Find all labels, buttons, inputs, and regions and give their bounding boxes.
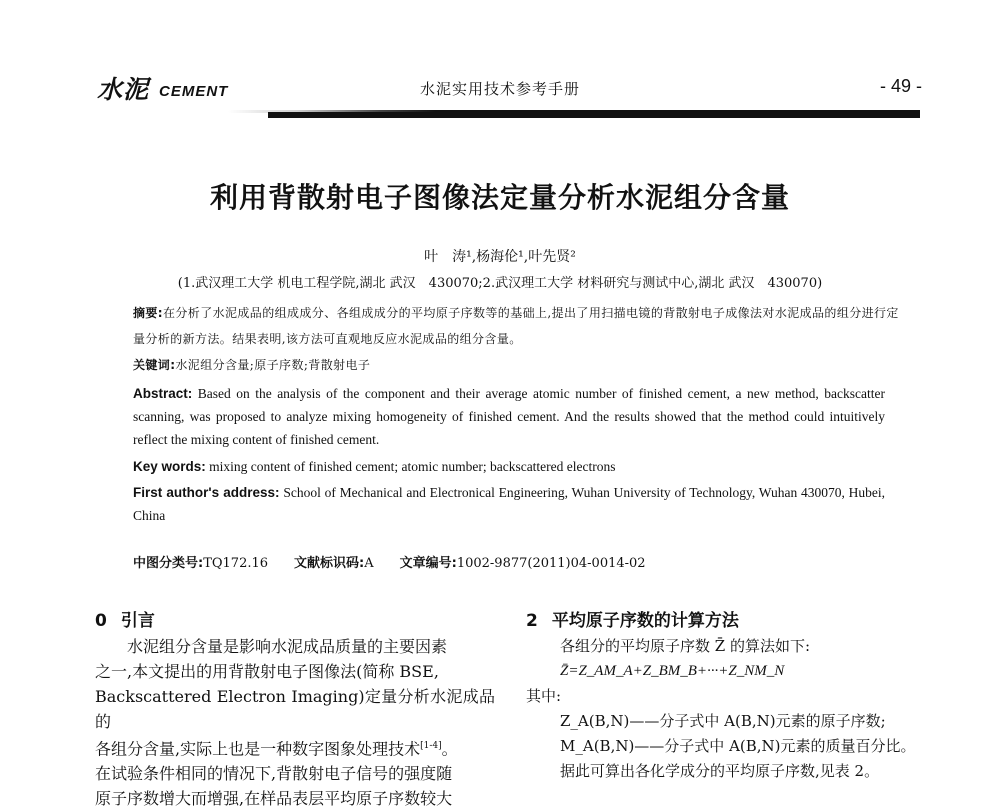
article-no-value: 1002-9877(2011)04-0014-02: [456, 556, 646, 571]
where-label: 其中:: [526, 687, 562, 705]
body-line: 之一,本文提出的用背散射电子图像法(简称 BSE,: [95, 662, 439, 681]
definition-m: M_A(B,N)——分子式中 A(B,N)元素的质量百分比。: [560, 737, 916, 755]
section-heading: [526, 606, 926, 630]
formula: Z̄=Z_AM_A+Z_BM_B+···+Z_NM_N: [560, 663, 785, 679]
section-number: 2: [526, 611, 538, 631]
definition-z: Z_A(B,N)——分子式中 A(B,N)元素的原子序数;: [560, 712, 886, 730]
keywords-en-label: Key words:: [133, 459, 206, 474]
keywords-cn: [133, 352, 903, 378]
keywords-en-text: mixing content of finished cement; atomic number; backscattered electrons: [209, 459, 616, 474]
logo-en: CEMENT: [159, 83, 229, 100]
running-head: 水泥实用技术参考手册: [419, 80, 580, 98]
classification-line: [133, 552, 646, 571]
abstract-en-label: Abstract:: [133, 386, 193, 401]
section-average-atomic-number: [526, 606, 926, 784]
body-line: [95, 734, 495, 761]
section-body: [95, 634, 495, 811]
article-no-label: 文章编号:: [399, 556, 457, 571]
body-line: 在试验条件相同的情况下,背散射电子信号的强度随: [95, 764, 453, 784]
body-line-end: 。: [441, 739, 458, 759]
abstract-en: [133, 382, 885, 451]
section-heading: [95, 606, 495, 630]
affiliation: (1.武汉理工大学 机电工程学院,湖北 武汉 430070;2.武汉理工大学 材料研究与测试中心,湖北 武汉 430070): [177, 276, 823, 291]
section-intro: 各组分的平均原子序数 Z̄ 的算法如下:: [560, 637, 811, 655]
keywords-en: [133, 455, 885, 478]
authors: 叶 涛¹,杨海伦¹,叶先贤²: [424, 249, 576, 265]
article-title: 利用背散射电子图像法定量分析水泥组分含量: [209, 181, 790, 214]
citation: [1-4]: [420, 741, 442, 751]
author-address: [133, 481, 885, 527]
abstract-en-text: Based on the analysis of the component and their average atomic number of finished cement, a new method, backscatter scanning, was proposed to analyze mixing homogeneity of finished cement. And the results showed that the method could intuitively reflect the mixing content of finished cement.: [133, 386, 885, 447]
doc-code-label: 文献标识码:: [294, 556, 365, 571]
doc-code-value: A: [364, 556, 374, 571]
body-line: 原子序数增大而增强,在样品表层平均原子序数较大: [95, 789, 453, 809]
section-last-line: 据此可算出各化学成分的平均原子序数,见表 2。: [560, 762, 880, 780]
abstract-cn: [133, 300, 903, 352]
section-introduction: [95, 606, 495, 811]
clc-label: 中图分类号:: [133, 556, 204, 571]
body-line: Backscattered Electron Imaging)定量分析水泥成品的: [95, 687, 495, 731]
page-number: - 49 -: [879, 76, 922, 96]
address-label: First author's address:: [133, 485, 280, 500]
section-title: 引言: [120, 611, 155, 631]
address-text: School of Mechanical and Electronical Engineering, Wuhan University of Technology, Wuhan 430070, Hubei, China: [133, 485, 886, 523]
logo-cn: 水泥: [97, 75, 150, 104]
body-line-text: 各组分含量,实际上也是一种数字图象处理技术: [95, 739, 421, 759]
body-line: 水泥组分含量是影响水泥成品质量的主要因素: [127, 637, 448, 656]
section-number: 0: [95, 611, 107, 631]
keywords-cn-text: 水泥组分含量;原子序数;背散射电子: [175, 358, 371, 372]
clc-value: TQ172.16: [203, 556, 269, 571]
section-title: 平均原子序数的计算方法: [551, 611, 739, 631]
header-rule: [268, 112, 920, 118]
keywords-cn-label: 关键词:: [133, 358, 176, 372]
abstract-cn-text: 在分析了水泥成品的组成成分、各组成成分的平均原子序数等的基础上,提出了用扫描电镜的背散射电子成像法对水泥成品的组分进行定量分析的新方法。结果表明,该方法可直观地反应水泥成品的组分含量。: [133, 306, 899, 346]
abstract-cn-label: 摘要:: [133, 306, 163, 320]
